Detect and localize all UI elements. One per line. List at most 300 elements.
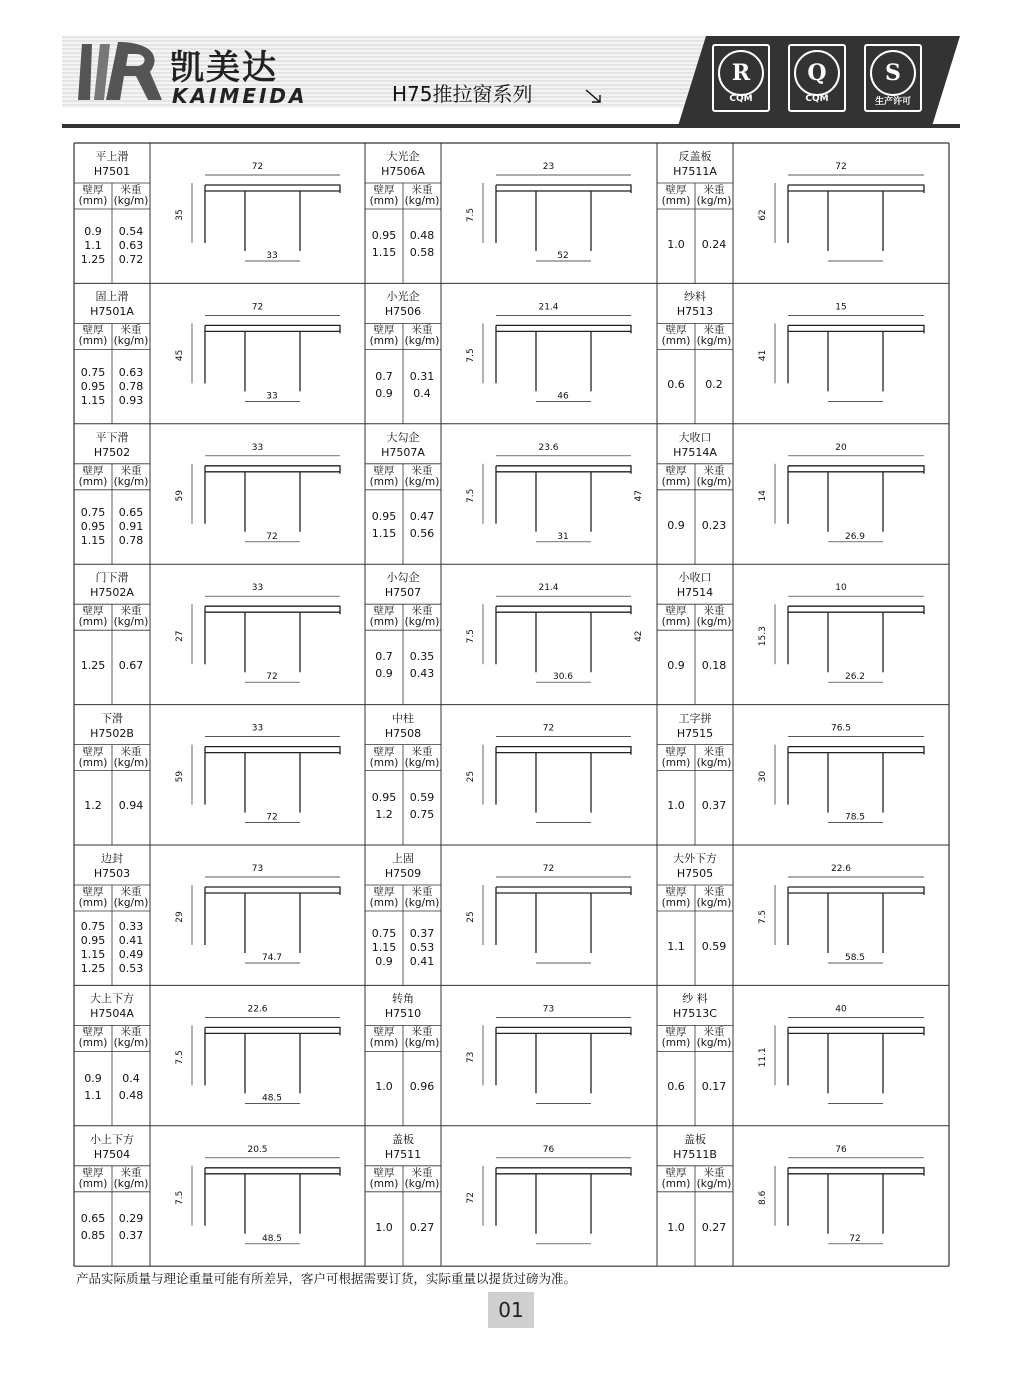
dimension-label: 26.2 bbox=[844, 672, 866, 683]
footer-note: 产品实际质量与理论重量可能有所差异，客户可根据需要订货，实际重量以提货过磅为准。 bbox=[76, 1271, 577, 1286]
weight-unit: (kg/m) bbox=[404, 195, 440, 207]
dimension-label: 46 bbox=[557, 391, 569, 402]
dimension-label: 72 bbox=[266, 531, 278, 542]
weight-header: 米重 bbox=[703, 605, 725, 618]
dimension-label: 8.6 bbox=[758, 1190, 768, 1205]
product-name: 大收口 bbox=[678, 430, 712, 444]
weight-value: 0.4 bbox=[413, 386, 431, 400]
profile-drawing bbox=[466, 162, 631, 261]
weight-value: 0.49 bbox=[118, 948, 144, 962]
product-code: H7506A bbox=[381, 165, 425, 178]
product-code: H7501 bbox=[93, 165, 131, 178]
wall-thickness-value: 1.15 bbox=[80, 534, 106, 547]
product-code: H7510 bbox=[384, 1007, 422, 1021]
wall-thickness-header: 壁厚 bbox=[373, 324, 395, 337]
wall-thickness-unit: (mm) bbox=[369, 475, 399, 488]
weight-value: 0.72 bbox=[118, 253, 144, 267]
weight-header: 米重 bbox=[120, 184, 142, 196]
dimension-label: 11.1 bbox=[758, 1047, 768, 1068]
dimension-label: 15 bbox=[835, 302, 847, 313]
weight-unit: (kg/m) bbox=[404, 616, 440, 629]
product-code: H7501A bbox=[90, 305, 134, 319]
weight-header: 米重 bbox=[120, 886, 142, 898]
weight-unit: (kg/m) bbox=[113, 335, 149, 348]
wall-thickness-header: 壁厚 bbox=[82, 324, 104, 337]
weight-value: 0.31 bbox=[409, 369, 435, 383]
dimension-label: 20.5 bbox=[247, 1144, 268, 1155]
profile-drawing bbox=[758, 864, 924, 963]
dimension-label: 33 bbox=[266, 391, 278, 402]
weight-header: 米重 bbox=[703, 1026, 725, 1039]
wall-thickness-unit: (mm) bbox=[78, 335, 108, 348]
profile-drawing bbox=[175, 302, 340, 401]
dimension-label: 78.5 bbox=[844, 812, 866, 823]
dimension-label: 15.3 bbox=[758, 626, 768, 647]
product-code: H7513 bbox=[676, 305, 714, 319]
dimension-label: 20 bbox=[835, 442, 847, 453]
weight-value: 0.94 bbox=[118, 799, 144, 813]
weight-unit: (kg/m) bbox=[696, 897, 732, 909]
weight-value: 0.56 bbox=[409, 527, 435, 540]
wall-thickness-value: 1.15 bbox=[371, 246, 397, 260]
profile-drawing bbox=[175, 1004, 340, 1103]
wall-thickness-value: 0.6 bbox=[667, 1080, 685, 1094]
product-code: H7514 bbox=[676, 586, 714, 600]
wall-thickness-value: 1.25 bbox=[80, 253, 106, 267]
profile-drawing bbox=[758, 162, 924, 261]
weight-unit: (kg/m) bbox=[404, 756, 440, 769]
dimension-label: 58.5 bbox=[844, 953, 866, 963]
product-name: 反盖板 bbox=[678, 150, 712, 163]
dimension-label: 33 bbox=[266, 251, 278, 261]
dimension-label: 76 bbox=[835, 1144, 847, 1155]
weight-value: 0.63 bbox=[118, 365, 144, 379]
weight-unit: (kg/m) bbox=[696, 756, 732, 769]
weight-value: 0.17 bbox=[701, 1080, 727, 1094]
dimension-label: 72 bbox=[849, 1233, 861, 1244]
dimension-label: 21.4 bbox=[538, 583, 559, 594]
dimension-label: 41 bbox=[758, 349, 768, 362]
wall-thickness-value: 0.75 bbox=[80, 920, 106, 934]
profile-drawing bbox=[758, 583, 924, 682]
dimension-label: 27 bbox=[175, 630, 185, 642]
product-name: 大勾企 bbox=[386, 430, 420, 444]
wall-thickness-value: 1.0 bbox=[375, 1220, 393, 1234]
dimension-label: 30.6 bbox=[552, 672, 574, 683]
product-code: H7502 bbox=[93, 445, 131, 459]
dimension-label: 31 bbox=[557, 531, 569, 542]
weight-value: 0.27 bbox=[701, 1220, 727, 1234]
dimension-label: 7.5 bbox=[175, 1190, 185, 1205]
product-name: 平下滑 bbox=[95, 430, 129, 444]
weight-unit: (kg/m) bbox=[113, 1177, 149, 1190]
wall-thickness-value: 1.25 bbox=[80, 962, 106, 976]
weight-unit: (kg/m) bbox=[404, 897, 440, 909]
weight-value: 0.59 bbox=[409, 790, 435, 804]
dimension-label: 33 bbox=[251, 442, 264, 453]
product-name: 小光企 bbox=[386, 290, 420, 304]
product-name: 工字拼 bbox=[678, 711, 712, 725]
wall-thickness-value: 1.15 bbox=[80, 948, 106, 962]
wall-thickness-value: 0.9 bbox=[375, 955, 393, 969]
wall-thickness-unit: (mm) bbox=[369, 616, 399, 629]
wall-thickness-unit: (mm) bbox=[78, 616, 108, 629]
dimension-label: 7.5 bbox=[466, 629, 476, 644]
product-code: H7513C bbox=[673, 1007, 717, 1021]
product-code: H7502B bbox=[90, 726, 134, 740]
dimension-label: 62 bbox=[758, 209, 768, 221]
weight-unit: (kg/m) bbox=[696, 616, 732, 629]
weight-value: 0.53 bbox=[118, 962, 144, 976]
wall-thickness-header: 壁厚 bbox=[373, 605, 395, 618]
weight-header: 米重 bbox=[120, 745, 142, 758]
product-code: H7511A bbox=[673, 165, 717, 178]
wall-thickness-unit: (mm) bbox=[661, 1037, 691, 1050]
product-code: H7509 bbox=[384, 867, 422, 880]
product-code: H7511B bbox=[673, 1147, 717, 1161]
wall-thickness-unit: (mm) bbox=[369, 335, 399, 348]
product-code: H7508 bbox=[384, 726, 422, 740]
dimension-label: 7.5 bbox=[466, 207, 476, 223]
weight-unit: (kg/m) bbox=[696, 1037, 732, 1050]
wall-thickness-value: 0.65 bbox=[80, 1212, 106, 1225]
wall-thickness-header: 壁厚 bbox=[82, 886, 104, 898]
weight-value: 0.41 bbox=[409, 955, 435, 969]
dimension-label: 25 bbox=[466, 911, 476, 923]
wall-thickness-value: 1.25 bbox=[80, 658, 106, 672]
product-name: 边封 bbox=[101, 852, 123, 865]
weight-value: 0.59 bbox=[701, 939, 727, 953]
wall-thickness-header: 壁厚 bbox=[82, 745, 104, 758]
wall-thickness-unit: (mm) bbox=[369, 1037, 399, 1050]
dimension-label: 22.6 bbox=[830, 864, 852, 874]
weight-unit: (kg/m) bbox=[113, 616, 149, 629]
wall-thickness-unit: (mm) bbox=[78, 897, 108, 909]
dimension-label: 72 bbox=[266, 672, 278, 683]
profile-drawing bbox=[175, 583, 340, 682]
weight-value: 0.35 bbox=[409, 650, 435, 664]
product-code: H7514A bbox=[673, 445, 717, 459]
wall-thickness-value: 1.15 bbox=[371, 527, 397, 540]
wall-thickness-value: 1.15 bbox=[371, 941, 397, 955]
weight-value: 0.96 bbox=[409, 1080, 435, 1094]
profile-drawing bbox=[175, 1145, 340, 1244]
wall-thickness-value: 1.1 bbox=[84, 1088, 102, 1102]
weight-unit: (kg/m) bbox=[404, 475, 440, 488]
weight-value: 0.65 bbox=[118, 506, 144, 519]
dimension-label: 7.5 bbox=[466, 488, 476, 503]
product-name: 中柱 bbox=[392, 711, 414, 725]
dimension-label: 48.5 bbox=[261, 1233, 283, 1244]
weight-unit: (kg/m) bbox=[696, 1177, 732, 1190]
weight-unit: (kg/m) bbox=[113, 195, 149, 207]
dimension-label: 73 bbox=[251, 864, 264, 874]
profile-drawing bbox=[758, 302, 924, 401]
dimension-label: 72 bbox=[542, 864, 555, 874]
weight-value: 0.2 bbox=[705, 378, 723, 392]
profile-drawing bbox=[175, 864, 340, 963]
product-name: 小勾企 bbox=[386, 571, 420, 585]
wall-thickness-value: 1.1 bbox=[667, 939, 685, 953]
weight-value: 0.37 bbox=[701, 799, 727, 813]
wall-thickness-value: 0.95 bbox=[80, 934, 106, 948]
weight-header: 米重 bbox=[411, 324, 433, 337]
wall-thickness-header: 壁厚 bbox=[665, 324, 687, 337]
weight-header: 米重 bbox=[411, 464, 433, 477]
wall-thickness-value: 0.9 bbox=[667, 658, 685, 672]
product-code: H7511 bbox=[384, 1147, 422, 1161]
profile-drawing bbox=[466, 302, 631, 401]
cert-label: CQM bbox=[729, 94, 753, 104]
wall-thickness-unit: (mm) bbox=[78, 475, 108, 488]
weight-header: 米重 bbox=[120, 1166, 142, 1179]
wall-thickness-value: 1.0 bbox=[375, 1080, 393, 1094]
dimension-label: 42 bbox=[634, 630, 644, 642]
wall-thickness-value: 0.75 bbox=[80, 506, 106, 519]
dimension-label: 10 bbox=[835, 583, 847, 594]
profile-drawing bbox=[466, 443, 644, 542]
product-name: 小上下方 bbox=[90, 1132, 134, 1146]
wall-thickness-unit: (mm) bbox=[78, 1037, 108, 1050]
product-name: 固上滑 bbox=[95, 290, 129, 304]
wall-thickness-value: 0.95 bbox=[371, 229, 397, 243]
dimension-label: 74.7 bbox=[261, 953, 283, 963]
weight-header: 米重 bbox=[411, 605, 433, 618]
weight-value: 0.58 bbox=[409, 246, 435, 260]
dimension-label: 52 bbox=[557, 251, 569, 261]
r-mark-icon: R bbox=[718, 50, 764, 96]
dimension-label: 7.5 bbox=[466, 348, 476, 363]
weight-value: 0.37 bbox=[118, 1229, 144, 1242]
wall-thickness-header: 壁厚 bbox=[373, 745, 395, 758]
dimension-label: 59 bbox=[175, 770, 185, 783]
weight-header: 米重 bbox=[703, 886, 725, 898]
cert-label: CQM bbox=[805, 94, 829, 104]
weight-unit: (kg/m) bbox=[113, 475, 149, 488]
profile-drawing bbox=[466, 724, 631, 823]
dimension-label: 73 bbox=[466, 1051, 476, 1064]
wall-thickness-unit: (mm) bbox=[661, 1177, 691, 1190]
wall-thickness-unit: (mm) bbox=[78, 756, 108, 769]
dimension-label: 23.6 bbox=[538, 442, 559, 453]
product-name: 盖板 bbox=[392, 1132, 414, 1146]
product-code: H7505 bbox=[676, 867, 714, 880]
wall-thickness-unit: (mm) bbox=[661, 195, 691, 207]
dimension-label: 7.5 bbox=[175, 1050, 185, 1065]
weight-value: 0.37 bbox=[409, 927, 435, 941]
profile-drawing bbox=[758, 1145, 924, 1244]
product-name: 门下滑 bbox=[95, 571, 129, 585]
wall-thickness-value: 0.9 bbox=[375, 386, 393, 400]
wall-thickness-value: 0.7 bbox=[375, 369, 393, 383]
wall-thickness-header: 壁厚 bbox=[665, 1026, 687, 1039]
dimension-label: 59 bbox=[175, 490, 185, 502]
dimension-label: 29 bbox=[175, 911, 185, 923]
dimension-label: 14 bbox=[758, 490, 768, 502]
wall-thickness-value: 0.95 bbox=[371, 510, 397, 523]
weight-unit: (kg/m) bbox=[113, 897, 149, 909]
weight-header: 米重 bbox=[411, 184, 433, 196]
wall-thickness-header: 壁厚 bbox=[373, 1026, 395, 1039]
weight-value: 0.53 bbox=[409, 941, 435, 955]
profile-drawing bbox=[758, 1004, 924, 1103]
wall-thickness-header: 壁厚 bbox=[82, 464, 104, 477]
wall-thickness-unit: (mm) bbox=[661, 335, 691, 348]
wall-thickness-value: 0.95 bbox=[80, 379, 106, 393]
product-name: 纱料 bbox=[684, 290, 706, 304]
wall-thickness-value: 0.7 bbox=[375, 650, 393, 664]
wall-thickness-value: 1.0 bbox=[667, 1220, 685, 1234]
profile-drawing bbox=[758, 443, 924, 542]
brand-name-en: KAIMEIDA bbox=[172, 84, 308, 108]
weight-header: 米重 bbox=[703, 464, 725, 477]
wall-thickness-unit: (mm) bbox=[369, 195, 399, 207]
wall-thickness-value: 0.95 bbox=[371, 790, 397, 804]
weight-value: 0.23 bbox=[701, 518, 727, 532]
dimension-label: 7.5 bbox=[758, 909, 768, 925]
weight-value: 0.27 bbox=[409, 1220, 435, 1234]
profile-drawing bbox=[466, 583, 644, 682]
wall-thickness-value: 1.2 bbox=[84, 799, 102, 813]
weight-value: 0.93 bbox=[118, 393, 144, 407]
product-code: H7504A bbox=[90, 1007, 134, 1021]
dimension-label: 33 bbox=[251, 583, 264, 594]
wall-thickness-unit: (mm) bbox=[78, 1177, 108, 1190]
q-mark-icon: Q bbox=[794, 50, 840, 96]
dimension-label: 45 bbox=[175, 349, 185, 362]
weight-value: 0.48 bbox=[409, 229, 435, 243]
wall-thickness-value: 0.9 bbox=[667, 518, 685, 532]
weight-header: 米重 bbox=[120, 324, 142, 337]
weight-header: 米重 bbox=[120, 464, 142, 477]
product-name: 纱 料 bbox=[682, 992, 708, 1006]
weight-unit: (kg/m) bbox=[696, 195, 732, 207]
wall-thickness-header: 壁厚 bbox=[82, 184, 104, 196]
wall-thickness-value: 1.0 bbox=[667, 237, 685, 251]
wall-thickness-value: 0.9 bbox=[375, 667, 393, 681]
dimension-label: 23 bbox=[542, 162, 555, 172]
dimension-label: 48.5 bbox=[261, 1093, 283, 1104]
dimension-label: 40 bbox=[835, 1004, 847, 1015]
wall-thickness-unit: (mm) bbox=[661, 756, 691, 769]
weight-unit: (kg/m) bbox=[696, 475, 732, 488]
weight-unit: (kg/m) bbox=[404, 1037, 440, 1050]
product-name: 小收口 bbox=[678, 571, 712, 585]
product-code: H7503 bbox=[93, 867, 131, 880]
wall-thickness-unit: (mm) bbox=[661, 616, 691, 629]
wall-thickness-unit: (mm) bbox=[369, 1177, 399, 1190]
weight-header: 米重 bbox=[411, 1026, 433, 1039]
wall-thickness-header: 壁厚 bbox=[665, 886, 687, 898]
product-code: H7504 bbox=[93, 1147, 131, 1161]
weight-value: 0.29 bbox=[118, 1212, 144, 1225]
profile-drawing bbox=[175, 443, 340, 542]
product-code: H7515 bbox=[676, 726, 714, 740]
weight-value: 0.18 bbox=[701, 658, 727, 672]
wall-thickness-value: 1.0 bbox=[667, 799, 685, 813]
weight-unit: (kg/m) bbox=[113, 756, 149, 769]
wall-thickness-header: 壁厚 bbox=[665, 184, 687, 196]
wall-thickness-value: 1.2 bbox=[375, 807, 393, 821]
wall-thickness-header: 壁厚 bbox=[665, 1166, 687, 1179]
weight-value: 0.48 bbox=[118, 1088, 144, 1102]
weight-value: 0.78 bbox=[118, 534, 144, 547]
wall-thickness-header: 壁厚 bbox=[665, 745, 687, 758]
profile-drawing bbox=[466, 1004, 631, 1103]
wall-thickness-unit: (mm) bbox=[661, 475, 691, 488]
wall-thickness-value: 0.75 bbox=[371, 927, 397, 941]
cert-label: 生产许可 bbox=[874, 97, 911, 107]
wall-thickness-unit: (mm) bbox=[78, 195, 108, 207]
dimension-label: 25 bbox=[466, 770, 476, 783]
weight-value: 0.67 bbox=[118, 658, 144, 672]
wall-thickness-value: 0.9 bbox=[84, 1071, 102, 1085]
profile-drawing bbox=[175, 162, 340, 261]
weight-value: 0.63 bbox=[118, 239, 144, 253]
wall-thickness-header: 壁厚 bbox=[82, 1166, 104, 1179]
wall-thickness-value: 0.95 bbox=[80, 520, 106, 533]
dimension-label: 73 bbox=[542, 1004, 555, 1015]
dimension-label: 76.5 bbox=[830, 723, 852, 734]
weight-unit: (kg/m) bbox=[113, 1037, 149, 1050]
dimension-label: 72 bbox=[466, 1192, 476, 1204]
profile-drawing bbox=[175, 724, 340, 823]
product-name: 盖板 bbox=[684, 1132, 706, 1146]
wall-thickness-header: 壁厚 bbox=[82, 605, 104, 618]
wall-thickness-value: 0.85 bbox=[80, 1229, 106, 1242]
weight-header: 米重 bbox=[703, 745, 725, 758]
product-code: H7506 bbox=[384, 305, 422, 319]
weight-value: 0.24 bbox=[701, 237, 727, 251]
weight-value: 0.75 bbox=[409, 807, 435, 821]
weight-unit: (kg/m) bbox=[404, 335, 440, 348]
dimension-label: 72 bbox=[251, 302, 264, 313]
dimension-label: 72 bbox=[266, 812, 278, 823]
wall-thickness-header: 壁厚 bbox=[373, 184, 395, 196]
product-name: 上固 bbox=[392, 852, 414, 865]
dimension-label: 30 bbox=[758, 770, 768, 783]
series-title: H75推拉窗系列 bbox=[392, 82, 533, 106]
wall-thickness-header: 壁厚 bbox=[373, 464, 395, 477]
wall-thickness-value: 0.75 bbox=[80, 365, 106, 379]
wall-thickness-value: 0.9 bbox=[84, 225, 102, 239]
product-name: 下滑 bbox=[101, 711, 123, 725]
wall-thickness-header: 壁厚 bbox=[665, 464, 687, 477]
wall-thickness-unit: (mm) bbox=[661, 897, 691, 909]
product-name: 平上滑 bbox=[95, 150, 129, 163]
weight-value: 0.47 bbox=[409, 510, 435, 523]
product-code: H7507A bbox=[381, 445, 425, 459]
product-name: 大上下方 bbox=[90, 992, 134, 1006]
weight-header: 米重 bbox=[703, 324, 725, 337]
dimension-label: 47 bbox=[634, 490, 644, 502]
dimension-label: 21.4 bbox=[538, 302, 559, 313]
cert-badge-r bbox=[712, 44, 770, 112]
product-code: H7507 bbox=[384, 586, 422, 600]
wall-thickness-unit: (mm) bbox=[369, 756, 399, 769]
brand-name-cn: 凯美达 bbox=[170, 48, 278, 88]
profile-drawing bbox=[466, 864, 631, 963]
weight-value: 0.54 bbox=[118, 225, 144, 239]
dimension-label: 35 bbox=[175, 209, 185, 221]
cert-badge-q bbox=[788, 44, 846, 112]
weight-unit: (kg/m) bbox=[404, 1177, 440, 1190]
cert-badge-qs bbox=[864, 44, 922, 112]
wall-thickness-value: 1.15 bbox=[80, 393, 106, 407]
weight-header: 米重 bbox=[411, 1166, 433, 1179]
product-code: H7502A bbox=[90, 586, 134, 600]
wall-thickness-header: 壁厚 bbox=[373, 1166, 395, 1179]
